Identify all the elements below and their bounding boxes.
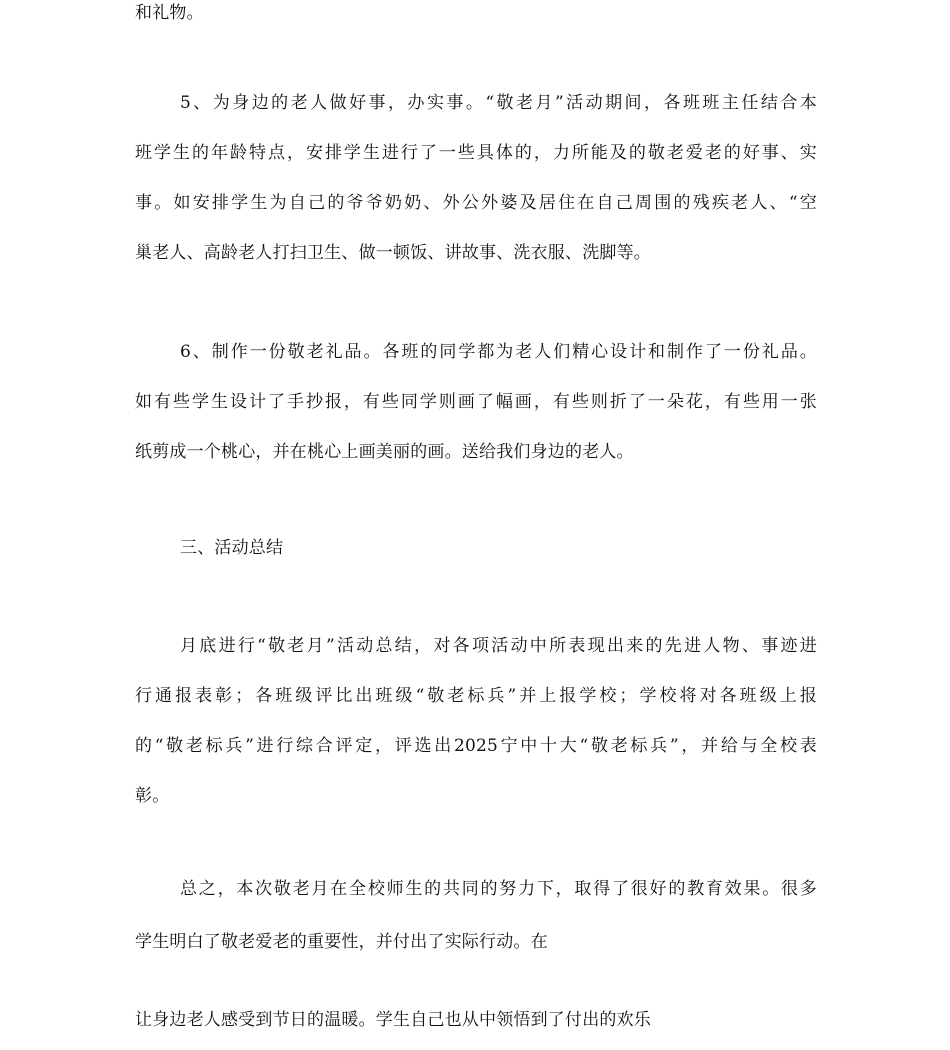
paragraph-line: 班学生的年龄特点，安排学生进行了一些具体的，力所能及的敬老爱老的好事、实	[135, 143, 817, 163]
paragraph-line: 纸剪成一个桃心，并在桃心上画美丽的画。送给我们身边的老人。	[135, 442, 634, 462]
paragraph-line: 5、为身边的老人做好事，办实事。“敬老月”活动期间，各班班主任结合本	[180, 93, 817, 113]
section-heading: 三、活动总结	[180, 538, 284, 558]
paragraph-line: 行通报表彰；各班级评比出班级“敬老标兵”并上报学校；学校将对各班级上报	[135, 686, 817, 706]
paragraph-line: 让身边老人感受到节日的温暖。学生自己也从中领悟到了付出的欢乐	[135, 1010, 651, 1030]
paragraph-line: 月底进行“敬老月”活动总结，对各项活动中所表现出来的先进人物、事迹进	[180, 636, 817, 656]
paragraph-line: 和礼物。	[135, 3, 204, 23]
paragraph-line: 总之，本次敬老月在全校师生的共同的努力下，取得了很好的教育效果。很多	[180, 879, 817, 899]
paragraph-line: 如有些学生设计了手抄报，有些同学则画了幅画，有些则折了一朵花，有些用一张	[135, 392, 817, 412]
paragraph-line: 的“敬老标兵”进行综合评定，评选出2025宁中十大“敬老标兵”，并给与全校表	[135, 736, 817, 756]
paragraph-line: 事。如安排学生为自己的爷爷奶奶、外公外婆及居住在自己周围的残疾老人、“空	[135, 193, 817, 213]
paragraph-line: 彰。	[135, 786, 170, 806]
paragraph-line: 学生明白了敬老爱老的重要性，并付出了实际行动。在	[135, 932, 548, 952]
paragraph-line: 6、制作一份敬老礼品。各班的同学都为老人们精心设计和制作了一份礼品。	[180, 342, 817, 362]
paragraph-line: 巢老人、高龄老人打扫卫生、做一顿饭、讲故事、洗衣服、洗脚等。	[135, 243, 651, 263]
